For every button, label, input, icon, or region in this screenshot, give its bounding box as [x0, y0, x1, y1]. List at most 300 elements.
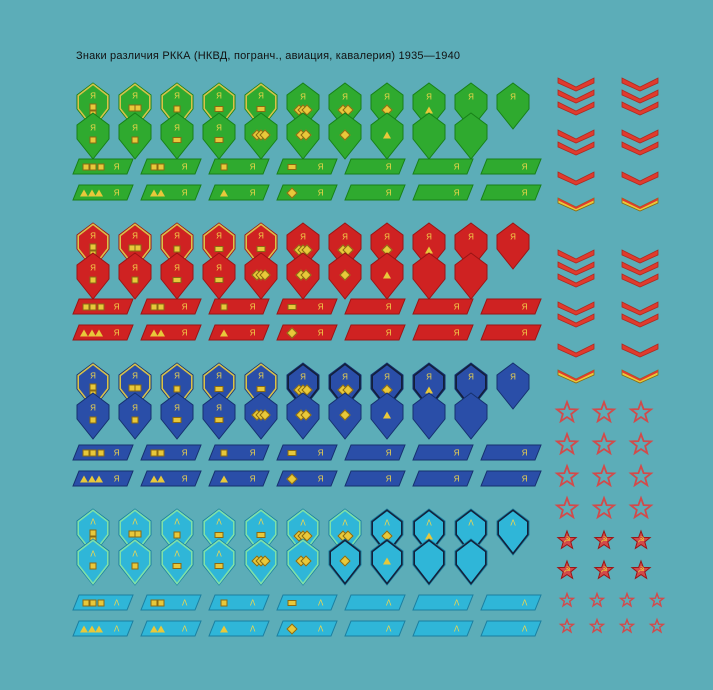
collar-tab-cyan-cyan-row-2-1[interactable] [76, 538, 110, 586]
rank-pip-sq [90, 136, 97, 143]
rank-pips [118, 392, 152, 440]
collar-tab-red-red-row-2-3[interactable] [160, 252, 194, 300]
branch-emblem-icon: Я [426, 372, 432, 382]
sleeve-bar-cyan-cyan-bar-1-3[interactable] [208, 594, 270, 611]
branch-emblem-icon: Λ [510, 518, 516, 528]
rank-pip-sq [90, 599, 97, 606]
rank-star-7-3[interactable] [620, 593, 634, 607]
collar-tab-red-red-row-2-1[interactable] [76, 252, 110, 300]
collar-tab-green-green-row-2-6[interactable] [286, 112, 320, 160]
rank-pips [118, 252, 152, 300]
sleeve-bar-cyan-cyan-bar-1-4[interactable] [276, 594, 338, 611]
collar-tab-blue-blue-row-1-11[interactable] [496, 362, 530, 410]
rank-pips [286, 112, 320, 160]
collar-tab-cyan-cyan-row-2-2[interactable] [118, 538, 152, 586]
branch-emblem-icon: Я [300, 92, 306, 102]
collar-tab-red-red-row-2-7[interactable] [328, 252, 362, 300]
sleeve-bar-green-green-bar-2-2[interactable] [140, 184, 202, 201]
rank-pips [496, 362, 530, 410]
branch-emblem-icon: Я [249, 162, 256, 171]
rank-pips [454, 112, 488, 160]
sleeve-bar-cyan-cyan-bar-1-1[interactable] [72, 594, 134, 611]
branch-emblem-icon: Λ [216, 549, 222, 559]
sleeve-bar-blue-blue-bar-1-6[interactable] [412, 444, 474, 461]
rank-pip-sq [90, 562, 97, 569]
rank-pips [370, 252, 404, 300]
rank-pip-sq [90, 163, 97, 170]
collar-tab-blue-blue-row-2-3[interactable] [160, 392, 194, 440]
sleeve-bar-green-green-bar-1-6[interactable] [412, 158, 474, 175]
sleeve-bar-red-red-bar-1-5[interactable] [344, 298, 406, 315]
rank-pips [244, 112, 278, 160]
sleeve-bar-blue-blue-bar-1-7[interactable] [480, 444, 542, 461]
branch-emblem-icon: Λ [132, 517, 138, 527]
collar-tab-cyan-cyan-row-1-11[interactable] [496, 508, 530, 556]
sleeve-bar-green-green-bar-2-1[interactable] [72, 184, 134, 201]
rank-star-2-1[interactable] [556, 433, 578, 455]
collar-tab-blue-blue-row-2-4[interactable] [202, 392, 236, 440]
rank-pip-sq [134, 530, 141, 537]
branch-emblem-icon: Я [300, 372, 306, 382]
rank-pip-tri [383, 558, 391, 565]
branch-emblem-icon: Я [453, 188, 460, 197]
rank-pip-sq [158, 599, 165, 606]
chevron-col-2-chevron-5-3[interactable] [620, 274, 660, 287]
page-title: Знаки различия РККА (НКВД, погранч., авиация, кавалерия) 1935—1940 [76, 50, 461, 62]
collar-tab-cyan-cyan-row-2-9[interactable] [412, 538, 446, 586]
rank-star-4-2[interactable] [593, 497, 615, 519]
collar-tab-green-green-row-2-4[interactable] [202, 112, 236, 160]
branch-emblem-icon: Я [132, 91, 138, 101]
collar-tab-red-red-row-2-9[interactable] [412, 252, 446, 300]
rank-star-3-3[interactable] [630, 465, 652, 487]
sleeve-bar-green-green-bar-1-1[interactable] [72, 158, 134, 175]
branch-emblem-icon: Я [317, 474, 324, 483]
collar-tab-blue-blue-row-2-10[interactable] [454, 392, 488, 440]
collar-tab-cyan-cyan-row-2-3[interactable] [160, 538, 194, 586]
rank-pip-sq [134, 384, 141, 391]
chevron-col-1-chevron-5-3[interactable] [556, 274, 596, 287]
branch-emblem-icon: Я [216, 123, 222, 133]
collar-tab-red-red-row-2-4[interactable] [202, 252, 236, 300]
rank-pip-tri [95, 625, 103, 632]
rank-star-5-1[interactable] [557, 530, 577, 550]
sleeve-bar-blue-blue-bar-1-4[interactable] [276, 444, 338, 461]
branch-emblem-icon: Λ [174, 549, 180, 559]
sleeve-bar-cyan-cyan-bar-2-4[interactable] [276, 620, 338, 637]
sleeve-bar-green-green-bar-1-5[interactable] [344, 158, 406, 175]
rank-star-6-2[interactable] [594, 560, 614, 580]
chevron-col-1-chevron-7-1[interactable] [556, 344, 596, 357]
collar-tab-blue-blue-row-2-2[interactable] [118, 392, 152, 440]
rank-pip-sq [134, 244, 141, 251]
sleeve-bar-blue-blue-bar-1-5[interactable] [344, 444, 406, 461]
collar-tab-green-green-row-2-7[interactable] [328, 112, 362, 160]
collar-tab-blue-blue-row-2-1[interactable] [76, 392, 110, 440]
collar-tab-blue-blue-row-2-5[interactable] [244, 392, 278, 440]
rank-pip-sq [82, 303, 89, 310]
rank-star-7-1[interactable] [560, 593, 574, 607]
rank-star-8-3[interactable] [620, 619, 634, 633]
sleeve-bar-cyan-cyan-bar-2-3[interactable] [208, 620, 270, 637]
branch-emblem-icon: Я [510, 372, 516, 382]
branch-emblem-icon: Я [521, 448, 528, 457]
sleeve-bar-blue-blue-bar-2-6[interactable] [412, 470, 474, 487]
rank-star-3-2[interactable] [593, 465, 615, 487]
sleeve-bar-blue-blue-bar-1-2[interactable] [140, 444, 202, 461]
sleeve-bar-red-red-bar-2-5[interactable] [344, 324, 406, 341]
branch-emblem-icon: Λ [521, 624, 528, 633]
collar-tab-cyan-cyan-row-2-6[interactable] [286, 538, 320, 586]
sleeve-bar-red-red-bar-1-2[interactable] [140, 298, 202, 315]
rank-star-2-3[interactable] [630, 433, 652, 455]
branch-emblem-icon: Я [113, 328, 120, 337]
branch-emblem-icon: Λ [249, 624, 256, 633]
rank-star-4-3[interactable] [630, 497, 652, 519]
collar-tab-green-green-row-2-9[interactable] [412, 112, 446, 160]
rank-pip-rect [257, 532, 266, 538]
branch-emblem-icon: Я [132, 263, 138, 273]
svg-text:☭: ☭ [600, 534, 608, 545]
sleeve-bar-cyan-cyan-bar-2-5[interactable] [344, 620, 406, 637]
branch-emblem-icon: Λ [300, 518, 306, 528]
branch-emblem-icon: Я [317, 328, 324, 337]
sleeve-bar-red-red-bar-1-7[interactable] [480, 298, 542, 315]
rank-star-2-2[interactable] [593, 433, 615, 455]
sleeve-bar-blue-blue-bar-2-1[interactable] [72, 470, 134, 487]
sleeve-bar-cyan-cyan-bar-2-6[interactable] [412, 620, 474, 637]
rank-star-5-2[interactable] [594, 530, 614, 550]
branch-emblem-icon: Я [113, 162, 120, 171]
sleeve-bar-red-red-bar-2-2[interactable] [140, 324, 202, 341]
collar-tab-cyan-cyan-row-2-8[interactable] [370, 538, 404, 586]
sleeve-bar-green-green-bar-2-5[interactable] [344, 184, 406, 201]
rank-pip-sq [158, 449, 165, 456]
sleeve-bar-red-red-bar-2-6[interactable] [412, 324, 474, 341]
chevron-col-2-chevron-6-2[interactable] [620, 314, 660, 327]
collar-tab-red-red-row-2-5[interactable] [244, 252, 278, 300]
rank-pips [160, 252, 194, 300]
rank-pip-tri [95, 475, 103, 482]
rank-pips [412, 392, 446, 440]
branch-emblem-icon: Я [385, 188, 392, 197]
branch-emblem-icon: Я [181, 162, 188, 171]
branch-emblem-icon: Λ [468, 518, 474, 528]
sleeve-bar-green-green-bar-1-7[interactable] [480, 158, 542, 175]
branch-emblem-icon: Я [468, 92, 474, 102]
rank-pips [454, 538, 488, 586]
rank-pip-sq [97, 303, 104, 310]
rank-pip-tri [220, 625, 228, 632]
sleeve-bar-blue-blue-bar-1-3[interactable] [208, 444, 270, 461]
branch-emblem-icon: Я [249, 188, 256, 197]
branch-emblem-icon: Λ [453, 598, 460, 607]
rank-star-6-3[interactable] [631, 560, 651, 580]
rank-pip-rect [173, 277, 182, 283]
branch-emblem-icon: Я [174, 403, 180, 413]
rank-pips [496, 82, 530, 130]
rank-pip-rect [173, 137, 182, 143]
rank-pip-dia [339, 555, 350, 566]
rank-star-5-3[interactable] [631, 530, 651, 550]
rank-pip-tri [95, 329, 103, 336]
collar-tab-green-green-row-2-5[interactable] [244, 112, 278, 160]
collar-tab-green-green-row-2-8[interactable] [370, 112, 404, 160]
rank-pip-rect [215, 106, 224, 112]
collar-tab-red-red-row-2-8[interactable] [370, 252, 404, 300]
sleeve-bar-cyan-cyan-bar-1-2[interactable] [140, 594, 202, 611]
branch-emblem-icon: Λ [453, 624, 460, 633]
rank-star-4-1[interactable] [556, 497, 578, 519]
rank-pip-sq [221, 163, 228, 170]
chevron-col-2-chevron-1-3[interactable] [620, 102, 660, 115]
branch-emblem-icon: Я [453, 302, 460, 311]
rank-pip-rect [215, 137, 224, 143]
rank-pips [328, 112, 362, 160]
sleeve-bar-cyan-cyan-bar-2-2[interactable] [140, 620, 202, 637]
chevron-col-1-chevron-6-2[interactable] [556, 314, 596, 327]
sleeve-bar-blue-blue-bar-2-4[interactable] [276, 470, 338, 487]
rank-pips [76, 538, 110, 586]
chevron-col-1-chevron-8-1[interactable] [556, 370, 596, 383]
rank-star-3-1[interactable] [556, 465, 578, 487]
svg-text:☭: ☭ [600, 564, 608, 575]
branch-emblem-icon: Я [468, 232, 474, 242]
rank-pip-rect [215, 386, 224, 392]
branch-emblem-icon: Я [216, 91, 222, 101]
branch-emblem-icon: Я [342, 92, 348, 102]
branch-emblem-icon: Я [317, 448, 324, 457]
rank-pip-rect [257, 106, 266, 112]
branch-emblem-icon: Λ [113, 598, 120, 607]
rank-pip-rect [288, 600, 297, 606]
sleeve-bar-blue-blue-bar-2-2[interactable] [140, 470, 202, 487]
rank-pip-rect [215, 417, 224, 423]
branch-emblem-icon: Я [258, 91, 264, 101]
rank-pip-sq [132, 416, 139, 423]
chevron-col-2-chevron-7-1[interactable] [620, 344, 660, 357]
branch-emblem-icon: Я [249, 448, 256, 457]
collar-tab-red-red-row-2-6[interactable] [286, 252, 320, 300]
sleeve-bar-cyan-cyan-bar-2-7[interactable] [480, 620, 542, 637]
branch-emblem-icon: Λ [384, 518, 390, 528]
branch-emblem-icon: Λ [317, 624, 324, 633]
chevron-col-1-chevron-3-1[interactable] [556, 172, 596, 185]
branch-emblem-icon: Λ [249, 598, 256, 607]
branch-emblem-icon: Я [132, 231, 138, 241]
rank-pips [286, 252, 320, 300]
sleeve-bar-cyan-cyan-bar-1-7[interactable] [480, 594, 542, 611]
rank-pip-sq [82, 599, 89, 606]
sleeve-bar-green-green-bar-1-2[interactable] [140, 158, 202, 175]
sleeve-bar-red-red-bar-1-1[interactable] [72, 298, 134, 315]
branch-emblem-icon: Я [113, 188, 120, 197]
rank-pip-tri [157, 189, 165, 196]
rank-pips [412, 538, 446, 586]
branch-emblem-icon: Я [317, 162, 324, 171]
collar-tab-green-green-row-2-2[interactable] [118, 112, 152, 160]
branch-emblem-icon: Λ [317, 598, 324, 607]
chevron-col-2-chevron-8-1[interactable] [620, 370, 660, 383]
branch-emblem-icon: Я [385, 328, 392, 337]
branch-emblem-icon: Я [174, 123, 180, 133]
collar-tab-green-green-row-2-1[interactable] [76, 112, 110, 160]
branch-emblem-icon: Я [90, 91, 96, 101]
rank-pip-tri [220, 189, 228, 196]
rank-pip-sq [90, 303, 97, 310]
rank-pip-tri [383, 132, 391, 139]
branch-emblem-icon: Я [249, 328, 256, 337]
collar-tab-red-red-row-1-11[interactable] [496, 222, 530, 270]
branch-emblem-icon: Λ [132, 549, 138, 559]
rank-pips [160, 392, 194, 440]
collar-tab-red-red-row-2-2[interactable] [118, 252, 152, 300]
collar-tab-green-green-row-2-10[interactable] [454, 112, 488, 160]
sleeve-bar-green-green-bar-1-4[interactable] [276, 158, 338, 175]
rank-star-6-1[interactable] [557, 560, 577, 580]
branch-emblem-icon: Я [113, 448, 120, 457]
rank-pip-sq [90, 416, 97, 423]
sleeve-bar-green-green-bar-2-6[interactable] [412, 184, 474, 201]
rank-pip-sq [132, 136, 139, 143]
rank-star-8-2[interactable] [590, 619, 604, 633]
rank-pips [370, 538, 404, 586]
rank-pip-rect [257, 386, 266, 392]
collar-tab-green-green-row-1-11[interactable] [496, 82, 530, 130]
sleeve-bar-blue-blue-bar-2-5[interactable] [344, 470, 406, 487]
rank-pip-sq [150, 163, 157, 170]
rank-pips [244, 538, 278, 586]
collar-tab-cyan-cyan-row-2-5[interactable] [244, 538, 278, 586]
collar-tab-green-green-row-2-3[interactable] [160, 112, 194, 160]
rank-pip-tri [383, 272, 391, 279]
rank-star-1-1[interactable] [556, 401, 578, 423]
rank-pips [202, 392, 236, 440]
branch-emblem-icon: Я [174, 263, 180, 273]
branch-emblem-icon: Λ [258, 517, 264, 527]
branch-emblem-icon: Я [521, 328, 528, 337]
branch-emblem-icon: Λ [342, 518, 348, 528]
rank-star-8-4[interactable] [650, 619, 664, 633]
branch-emblem-icon: Я [385, 474, 392, 483]
sleeve-bar-cyan-cyan-bar-2-1[interactable] [72, 620, 134, 637]
sleeve-bar-blue-blue-bar-2-3[interactable] [208, 470, 270, 487]
rank-pips [118, 112, 152, 160]
branch-emblem-icon: Я [132, 123, 138, 133]
sleeve-bar-red-red-bar-1-3[interactable] [208, 298, 270, 315]
rank-pips [202, 252, 236, 300]
collar-tab-cyan-cyan-row-2-7[interactable] [328, 538, 362, 586]
rank-pips [76, 252, 110, 300]
collar-tab-cyan-cyan-row-2-4[interactable] [202, 538, 236, 586]
branch-emblem-icon: Я [342, 372, 348, 382]
rank-star-7-2[interactable] [590, 593, 604, 607]
rank-pip-sq [158, 163, 165, 170]
rank-pip-rect [215, 563, 224, 569]
sleeve-bar-blue-blue-bar-1-1[interactable] [72, 444, 134, 461]
branch-emblem-icon: Я [385, 448, 392, 457]
branch-emblem-icon: Я [249, 302, 256, 311]
chevron-col-1-chevron-1-3[interactable] [556, 102, 596, 115]
chevron-col-2-chevron-2-2[interactable] [620, 142, 660, 155]
branch-emblem-icon: Я [426, 92, 432, 102]
sleeve-bar-red-red-bar-1-6[interactable] [412, 298, 474, 315]
rank-pip-rect [215, 277, 224, 283]
svg-text:☭: ☭ [563, 564, 571, 575]
branch-emblem-icon: Λ [174, 517, 180, 527]
branch-emblem-icon: Я [181, 448, 188, 457]
sleeve-bar-green-green-bar-2-7[interactable] [480, 184, 542, 201]
rank-star-7-4[interactable] [650, 593, 664, 607]
collar-tab-blue-blue-row-2-8[interactable] [370, 392, 404, 440]
collar-tab-cyan-cyan-row-2-10[interactable] [454, 538, 488, 586]
rank-pip-tri [220, 329, 228, 336]
collar-tab-blue-blue-row-2-9[interactable] [412, 392, 446, 440]
sleeve-bar-red-red-bar-2-4[interactable] [276, 324, 338, 341]
branch-emblem-icon: Я [468, 372, 474, 382]
rank-pips [160, 538, 194, 586]
sleeve-bar-blue-blue-bar-2-7[interactable] [480, 470, 542, 487]
branch-emblem-icon: Λ [181, 624, 188, 633]
rank-pips [496, 508, 530, 556]
sleeve-bar-green-green-bar-2-3[interactable] [208, 184, 270, 201]
branch-emblem-icon: Λ [385, 624, 392, 633]
collar-tab-blue-blue-row-2-7[interactable] [328, 392, 362, 440]
sleeve-bar-red-red-bar-1-4[interactable] [276, 298, 338, 315]
rank-pip-rect [215, 532, 224, 538]
rank-star-1-3[interactable] [630, 401, 652, 423]
sleeve-bar-cyan-cyan-bar-1-6[interactable] [412, 594, 474, 611]
rank-pips [160, 112, 194, 160]
rank-pip-dia [339, 129, 350, 140]
chevron-col-1-chevron-4-1[interactable] [556, 198, 596, 211]
rank-pip-sq [150, 599, 157, 606]
branch-emblem-icon: Λ [521, 598, 528, 607]
collar-tab-blue-blue-row-2-6[interactable] [286, 392, 320, 440]
rank-pip-sq [82, 163, 89, 170]
rank-pips [244, 392, 278, 440]
rank-pip-rect [288, 450, 297, 456]
rank-pips [118, 538, 152, 586]
svg-text:☭: ☭ [637, 534, 645, 545]
collar-tab-red-red-row-2-10[interactable] [454, 252, 488, 300]
sleeve-bar-green-green-bar-2-4[interactable] [276, 184, 338, 201]
branch-emblem-icon: Λ [385, 598, 392, 607]
chevron-col-1-chevron-2-2[interactable] [556, 142, 596, 155]
rank-pips [76, 112, 110, 160]
branch-emblem-icon: Я [510, 232, 516, 242]
sleeve-bar-cyan-cyan-bar-1-5[interactable] [344, 594, 406, 611]
rank-star-1-2[interactable] [593, 401, 615, 423]
chevron-col-2-chevron-4-1[interactable] [620, 198, 660, 211]
sleeve-bar-green-green-bar-1-3[interactable] [208, 158, 270, 175]
rank-star-8-1[interactable] [560, 619, 574, 633]
branch-emblem-icon: Λ [216, 517, 222, 527]
sleeve-bar-red-red-bar-2-7[interactable] [480, 324, 542, 341]
rank-pip-rect [288, 164, 297, 170]
branch-emblem-icon: Я [300, 232, 306, 242]
rank-pip-rect [173, 563, 182, 569]
rank-pips [496, 222, 530, 270]
sleeve-bar-red-red-bar-2-3[interactable] [208, 324, 270, 341]
branch-emblem-icon: Я [385, 162, 392, 171]
chevron-col-2-chevron-3-1[interactable] [620, 172, 660, 185]
rank-pips [412, 252, 446, 300]
sleeve-bar-red-red-bar-2-1[interactable] [72, 324, 134, 341]
rank-pips [328, 252, 362, 300]
rank-pip-sq [132, 276, 139, 283]
branch-emblem-icon: Я [132, 403, 138, 413]
